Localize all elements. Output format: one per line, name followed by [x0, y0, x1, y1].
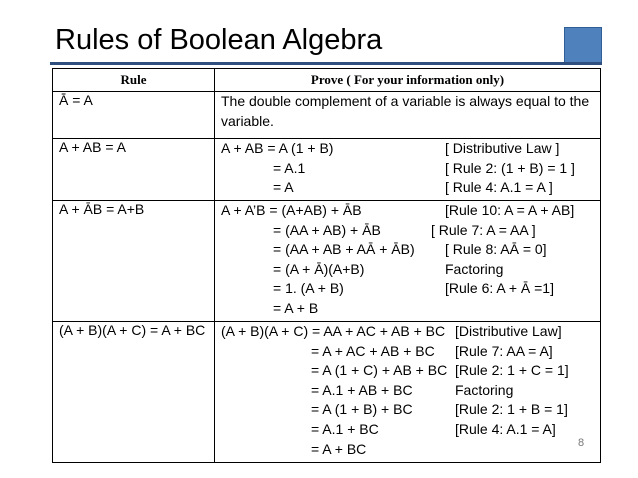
- proof-note: Factoring: [445, 260, 504, 277]
- proof-note: Factoring: [455, 381, 514, 398]
- proof-note: [Rule 2: 1 + B = 1]: [455, 401, 568, 418]
- proof-note: [Rule 7: AA = A]: [455, 342, 553, 359]
- proof-note: [ Rule 7: A = AA ]: [431, 221, 536, 238]
- proof-expression: = A.1 + AB + BC: [311, 381, 413, 398]
- proof-note: [Distributive Law]: [455, 323, 562, 339]
- proof-note: [ Rule 8: AĀ = 0]: [445, 241, 547, 258]
- proof-note: [Rule 4: A.1 = A]: [455, 420, 556, 437]
- prove-cell: [215, 92, 601, 139]
- prove-cell: [215, 201, 601, 322]
- boolean-rules-table: [52, 68, 601, 463]
- table-row: [53, 139, 601, 201]
- page-number: 8: [578, 437, 585, 449]
- prove-cell: [215, 139, 601, 201]
- proof-note: [Rule 6: A + Ā =1]: [445, 280, 554, 297]
- proof-expression: = A (1 + C) + AB + BC: [311, 362, 448, 379]
- rule-cell: Ā̄ = A: [53, 92, 215, 139]
- proof-note: [ Rule 2: (1 + B) = 1 ]: [445, 159, 575, 176]
- proof-expression: = A + B: [273, 299, 319, 316]
- proof-note: [Rule 10: A = A + AB]: [445, 202, 575, 218]
- proof-expression: = A: [273, 179, 294, 196]
- proof-expression: = (AA + AB) + ĀB: [273, 221, 381, 238]
- proof-expression: = (A + Ā)(A+B): [273, 260, 365, 277]
- proof-note: [Rule 2: 1 + C = 1]: [455, 362, 569, 379]
- proof-expression: = 1. (A + B): [273, 280, 344, 297]
- rule-cell: A + AB = A: [53, 139, 215, 201]
- proof-expression: (A + B)(A + C) = AA + AC + AB + BC: [221, 323, 446, 339]
- rule-cell: A + ĀB = A+B: [53, 201, 215, 322]
- proof-expression: = A (1 + B) + BC: [311, 401, 413, 418]
- proof-expression: = A.1 + BC: [311, 420, 379, 437]
- slide-title: Rules of Boolean Algebra: [55, 24, 383, 56]
- proof-expression: A + AB = A (1 + B): [221, 140, 334, 156]
- proof-expression: = (AA + AB + AĀ + ĀB): [273, 241, 415, 258]
- proof-expression: = A.1: [273, 159, 306, 176]
- table-row: [53, 322, 601, 463]
- proof-note: [ Rule 4: A.1 = A ]: [445, 179, 553, 196]
- proof-expression: = A + BC: [311, 440, 367, 457]
- title-underline: [50, 62, 602, 65]
- table-row: [53, 201, 601, 322]
- prove-cell: [215, 322, 601, 463]
- table-header-row: [53, 69, 601, 92]
- proof-expression: A + A’B = (A+AB) + ĀB: [221, 202, 362, 218]
- rule-cell: (A + B)(A + C) = A + BC: [53, 322, 215, 463]
- proof-note: [ Distributive Law ]: [445, 140, 560, 156]
- table-row: [53, 92, 601, 139]
- header-rule: Rule: [53, 69, 215, 92]
- proof-expression: = A + AC + AB + BC: [311, 342, 435, 359]
- prove-text: The double complement of a variable is always equal to the variable.: [221, 93, 590, 129]
- decorative-blue-square: [564, 27, 602, 64]
- header-prove: Prove ( For your information only): [215, 69, 601, 92]
